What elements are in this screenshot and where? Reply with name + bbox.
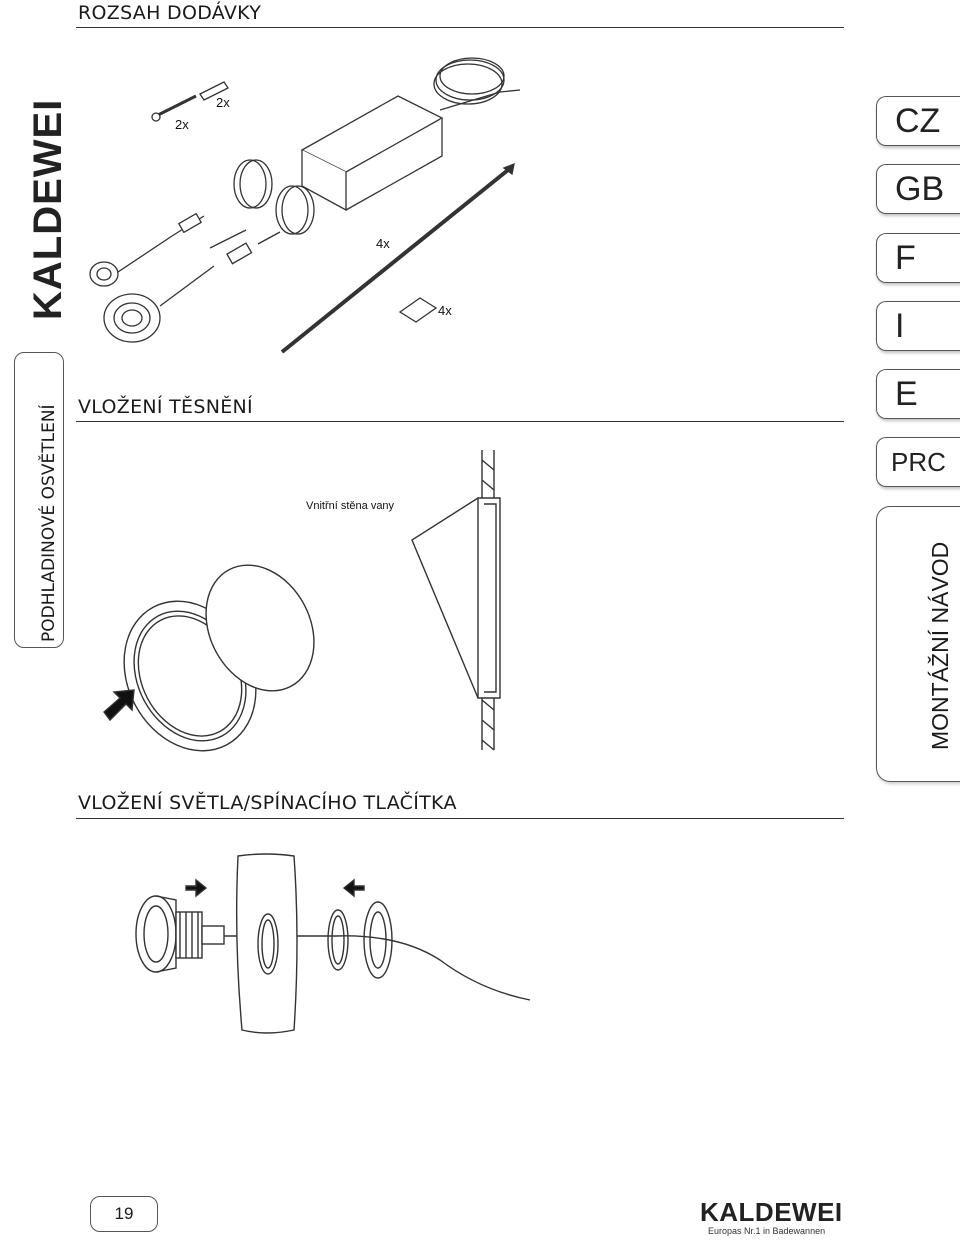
- heading-light: VLOŽENÍ SVĚTLA/SPÍNACÍHO TLAČÍTKA: [78, 792, 457, 814]
- page-number: 19: [90, 1196, 158, 1232]
- label-mounts-qty: 4x: [438, 303, 452, 318]
- footer-brand-tagline: Europas Nr.1 in Badewannen: [708, 1226, 826, 1236]
- lang-tab-e[interactable]: E: [876, 369, 960, 419]
- footer-brand-logo: KALDEWEI: [700, 1197, 843, 1227]
- label-plugs-qty: 2x: [216, 95, 230, 110]
- lang-tab-i[interactable]: I: [876, 301, 960, 351]
- manual-tab-label: MONTÁŽNÍ NÁVOD: [927, 541, 953, 750]
- lang-tab-f[interactable]: F: [876, 233, 960, 283]
- lang-tab-gb[interactable]: GB: [876, 164, 960, 214]
- label-tub-inner-wall: Vnitřní stěna vany: [306, 500, 395, 512]
- section-side-tab-label: PODHLADINOVÉ OSVĚTLENÍ: [39, 404, 59, 642]
- lang-tab-cz[interactable]: CZ: [876, 96, 960, 146]
- brand-logo-vertical: KALDEWEI: [26, 98, 70, 320]
- label-cable-ties-qty: 4x: [376, 236, 390, 251]
- lang-tab-prc[interactable]: PRC: [876, 437, 960, 487]
- label-screws-qty: 2x: [175, 117, 189, 132]
- heading-scope: ROZSAH DODÁVKY: [78, 2, 262, 24]
- heading-seal: VLOŽENÍ TĚSNĚNÍ: [78, 396, 253, 418]
